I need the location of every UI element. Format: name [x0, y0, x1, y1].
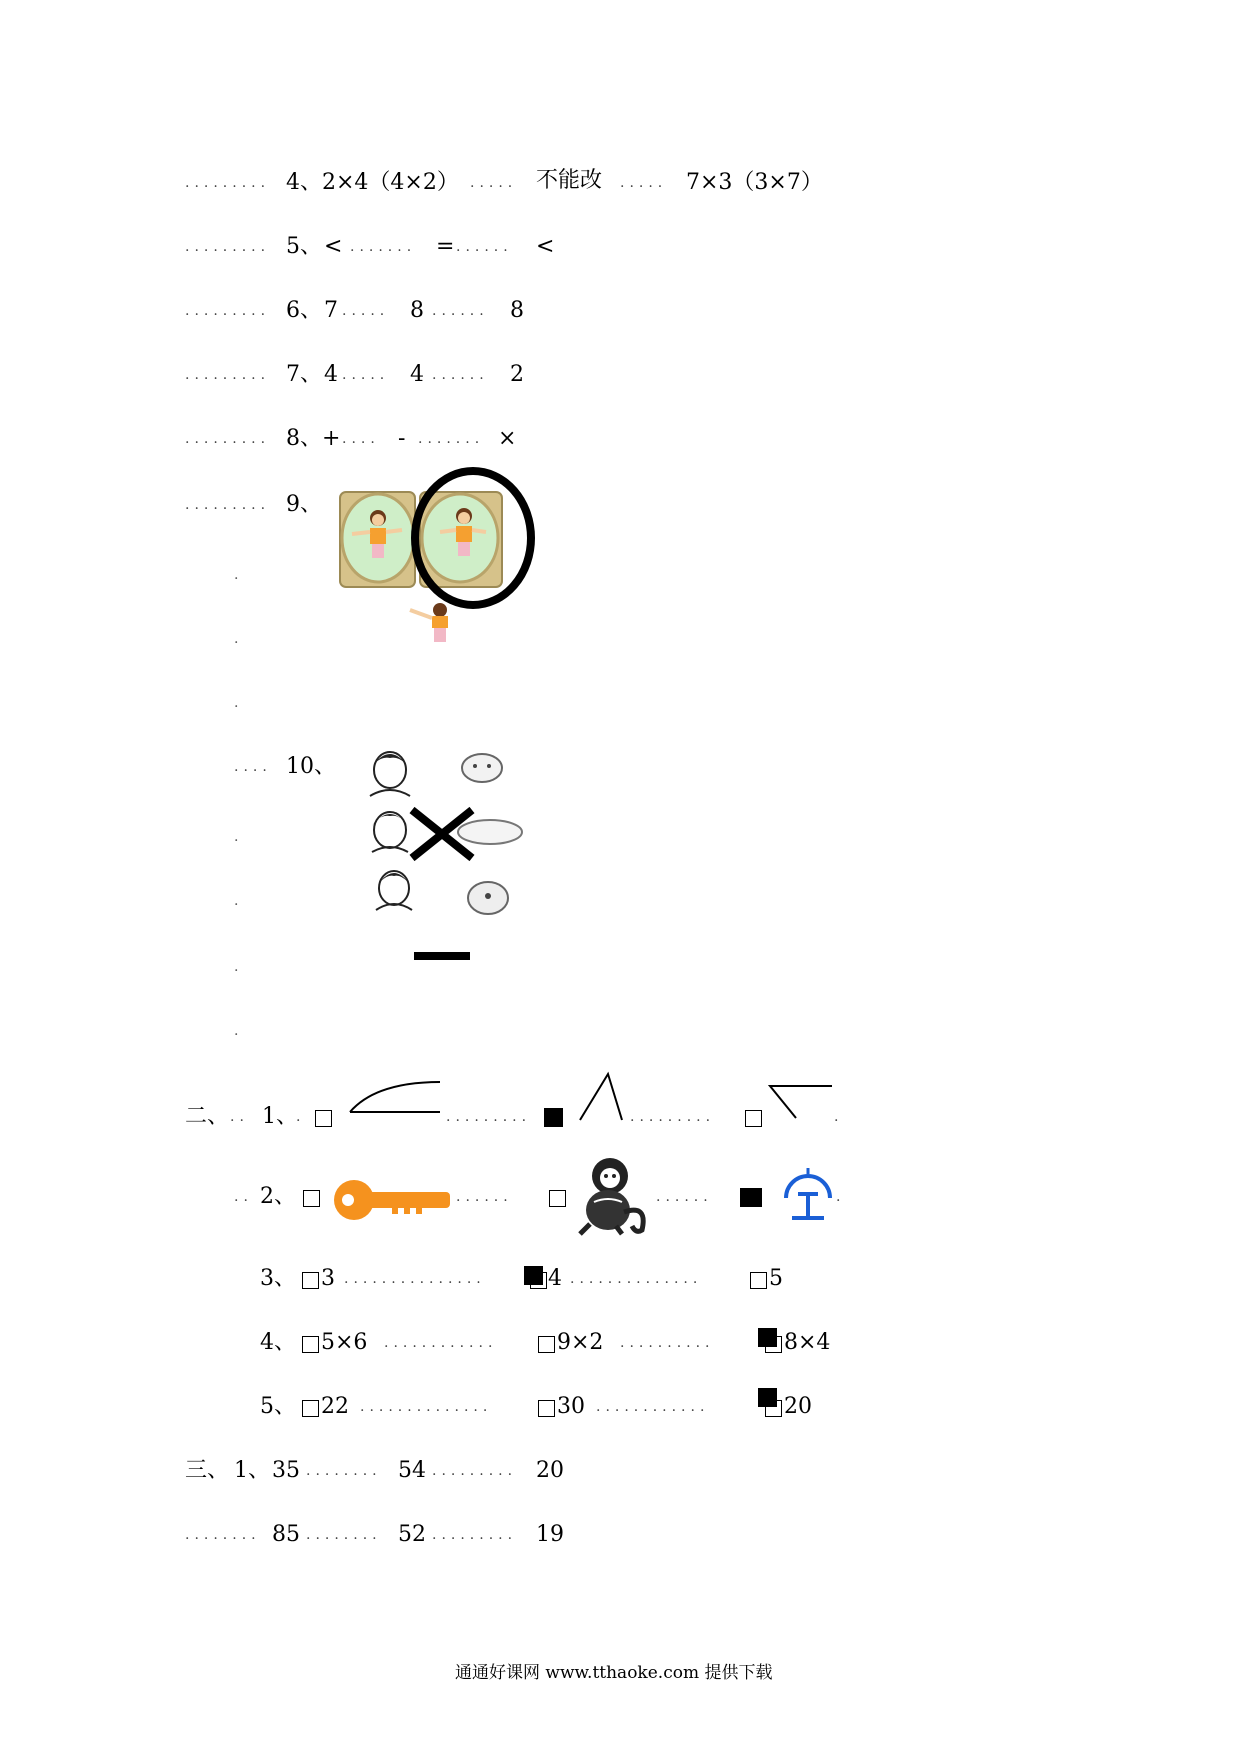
q9-number: 9、	[286, 492, 322, 517]
p3-q1-answer-4: 85	[272, 1522, 300, 1547]
leader-dots: .........	[185, 497, 271, 513]
p2-q4-mark-selected	[758, 1328, 777, 1347]
child-face-3	[376, 871, 412, 910]
leader-dots: ....	[234, 759, 272, 775]
p2-q5-option-2: 30	[557, 1394, 585, 1419]
p2-q1-number: 1、	[262, 1104, 298, 1129]
leader-dots: ....	[342, 431, 380, 447]
leader-dots: ..............	[570, 1271, 703, 1287]
p2-q5-option-3: 20	[784, 1394, 812, 1419]
q5-answer-b: =	[436, 234, 455, 259]
leader-dots: .	[834, 1109, 844, 1125]
leader-dots: .........	[185, 303, 271, 319]
q4-number: 4、	[286, 170, 322, 195]
leader-dots: .......	[418, 431, 485, 447]
scale-icon	[782, 1166, 834, 1224]
p2-q4-option-3: 8×4	[784, 1330, 831, 1355]
margin-dot: .	[234, 631, 239, 647]
q6-number: 6、	[286, 298, 322, 323]
p2-q5-number: 5、	[260, 1394, 296, 1419]
q6-answer-a: 7	[324, 298, 338, 323]
p2-q4-option-2: 9×2	[557, 1330, 604, 1355]
p2-q5-mark-selected	[758, 1388, 777, 1407]
q5-number: 5、	[286, 234, 322, 259]
p2-q3-option-3: 5	[769, 1266, 783, 1291]
long-object	[458, 820, 522, 844]
p2-q4-option-1: 5×6	[321, 1330, 368, 1355]
p2-q2-number: 2、	[260, 1184, 296, 1209]
leader-dots: ..........	[620, 1335, 715, 1351]
leader-dots: .........	[432, 1527, 518, 1543]
leader-dots: ..	[234, 1189, 253, 1205]
q7-number: 7、	[286, 362, 322, 387]
q4-expression-2: 7×3（3×7）	[686, 170, 823, 195]
margin-dot: .	[234, 959, 239, 975]
margin-dot: .	[234, 567, 239, 583]
leader-dots: .........	[185, 175, 271, 191]
leader-dots: ..............	[360, 1399, 493, 1415]
leader-dots: .....	[342, 303, 390, 319]
right-angle-shape-option	[768, 1084, 838, 1124]
mirror-illustration	[330, 470, 550, 645]
p2-q4-number: 4、	[260, 1330, 296, 1355]
q8-answer-c: ×	[498, 426, 517, 451]
q8-answer-b: -	[398, 426, 406, 451]
p2-q3-option-1: 3	[321, 1266, 335, 1291]
matching-illustration	[360, 748, 530, 968]
leader-dots: .........	[432, 1463, 518, 1479]
leader-dots: .........	[446, 1109, 532, 1125]
leader-dots: .........	[630, 1109, 716, 1125]
leader-dots: .	[836, 1189, 846, 1205]
leader-dots: ............	[596, 1399, 710, 1415]
leader-dots: ............	[384, 1335, 498, 1351]
p2-q5-option-1: 22	[321, 1394, 349, 1419]
p2-q1-checkbox-3[interactable]	[745, 1110, 762, 1127]
p2-q3-checkbox-1[interactable]	[302, 1272, 319, 1289]
q7-answer-b: 4	[410, 362, 424, 387]
p2-q4-checkbox-2[interactable]	[538, 1336, 555, 1353]
leader-dots: ........	[306, 1463, 382, 1479]
q5-answer-a: <	[324, 234, 343, 259]
child-face-2	[372, 812, 408, 852]
leader-dots: .......	[350, 239, 417, 255]
p2-q4-checkbox-1[interactable]	[302, 1336, 319, 1353]
p3-q1-number: 1、	[234, 1458, 270, 1483]
p2-q3-checkbox-3[interactable]	[750, 1272, 767, 1289]
leader-dots: ........	[185, 1527, 261, 1543]
p3-q1-answer-2: 54	[398, 1458, 426, 1483]
margin-dot: .	[234, 1023, 239, 1039]
q4-answer-text: 不能改	[536, 168, 603, 193]
leader-dots: .........	[185, 431, 271, 447]
p2-q1-checkbox-2-selected[interactable]	[544, 1108, 563, 1127]
leader-dots: ......	[656, 1189, 713, 1205]
p3-q1-answer-1: 35	[272, 1458, 300, 1483]
leader-dots: ......	[456, 239, 513, 255]
leader-dots: ..	[230, 1109, 249, 1125]
p2-q5-checkbox-2[interactable]	[538, 1400, 555, 1417]
p2-q3-option-2: 4	[548, 1266, 562, 1291]
q4-expression-1: 2×4（4×2）	[322, 170, 459, 195]
child-face-1	[370, 752, 410, 796]
leader-dots: .....	[620, 175, 668, 191]
monkey-icon	[566, 1154, 656, 1236]
section-three-label: 三、	[185, 1458, 230, 1483]
p2-q2-checkbox-3-selected[interactable]	[740, 1188, 762, 1207]
q8-number: 8、	[286, 426, 322, 451]
q7-answer-a: 4	[324, 362, 338, 387]
q8-answer-a: +	[322, 426, 341, 451]
curve-shape-option	[346, 1076, 446, 1116]
p2-q3-number: 3、	[260, 1266, 296, 1291]
section-two-label: 二、	[185, 1104, 230, 1129]
leader-dots: ......	[456, 1189, 513, 1205]
q10-number: 10、	[286, 754, 336, 779]
leader-dots: .....	[470, 175, 518, 191]
q6-answer-b: 8	[410, 298, 424, 323]
footer-source-text: 通通好课网 www.tthaoke.com 提供下载	[455, 1663, 773, 1683]
p2-q3-mark-selected	[524, 1266, 543, 1285]
leader-dots: ......	[432, 367, 489, 383]
p2-q2-checkbox-1[interactable]	[303, 1190, 320, 1207]
animal-face-object	[462, 754, 502, 782]
p3-q1-answer-6: 19	[536, 1522, 564, 1547]
q6-answer-c: 8	[510, 298, 524, 323]
leader-dots: .........	[185, 367, 271, 383]
leader-dots: .....	[342, 367, 390, 383]
round-object	[468, 882, 508, 914]
margin-dot: .	[234, 695, 239, 711]
angle-shape-option	[578, 1072, 628, 1122]
p2-q2-checkbox-2[interactable]	[549, 1190, 566, 1207]
p2-q1-checkbox-1[interactable]	[315, 1110, 332, 1127]
leader-dots: ...............	[344, 1271, 486, 1287]
leader-dots: ......	[432, 303, 489, 319]
leader-dots: ........	[306, 1527, 382, 1543]
leader-dots: .........	[185, 239, 271, 255]
margin-dot: .	[234, 893, 239, 909]
p3-q1-answer-5: 52	[398, 1522, 426, 1547]
key-icon	[332, 1176, 456, 1226]
margin-dot: .	[234, 829, 239, 845]
leader-dots: .	[296, 1109, 306, 1125]
q7-answer-c: 2	[510, 362, 524, 387]
q5-answer-c: <	[536, 234, 555, 259]
p3-q1-answer-3: 20	[536, 1458, 564, 1483]
p2-q5-checkbox-1[interactable]	[302, 1400, 319, 1417]
